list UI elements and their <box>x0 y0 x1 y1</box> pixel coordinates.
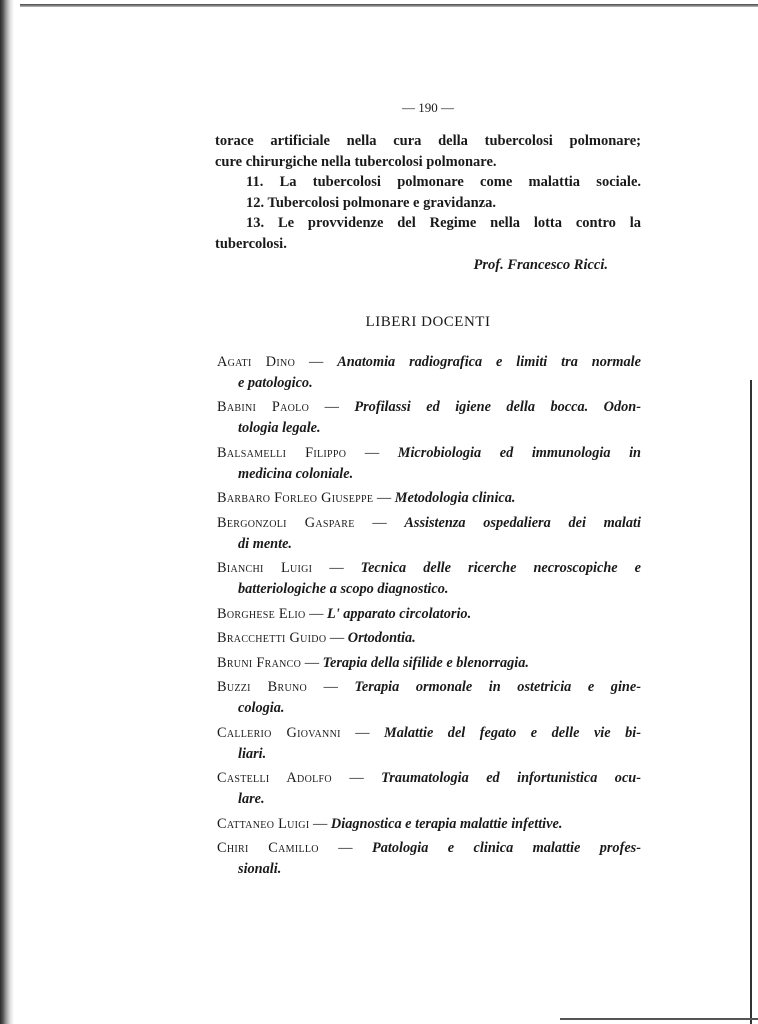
list-item <box>217 397 641 439</box>
list-item <box>217 628 641 649</box>
entry-description: Terapia ormonale in ostetricia e gine- <box>354 679 641 695</box>
entry-name: Babini Paolo <box>217 399 310 415</box>
entry-name: Callerio Giovanni <box>217 724 341 741</box>
scan-top-edge <box>20 4 758 7</box>
list-item <box>217 604 641 625</box>
scan-left-edge <box>0 0 14 1024</box>
entry-dash: — <box>364 444 380 461</box>
entry-first-line <box>217 628 641 649</box>
entry-description: L' apparato circolatorio. <box>326 605 472 622</box>
entry-first-line <box>217 352 641 373</box>
entry-description-continued: batteriologiche a scopo diagnostico. <box>238 581 449 597</box>
entry-description: Tecnica delle ricerche necroscopiche e <box>360 560 642 576</box>
entry-dash: — <box>329 630 345 646</box>
entry-description-continued: cologia. <box>238 700 285 716</box>
scan-bottom-edge <box>560 1018 758 1020</box>
list-item <box>217 443 641 485</box>
entry-dash: — <box>324 399 339 415</box>
text-line: 11. La tubercolosi polmonare come malattia sociale. <box>246 174 641 190</box>
text-line: torace artificiale nella cura della tubercolosi polmonare; <box>215 133 641 149</box>
entry-description-continued: di mente. <box>238 535 293 552</box>
entry-name: Agati Dino <box>217 353 296 370</box>
text-line: tubercolosi. <box>215 235 287 252</box>
entry-dash: — <box>349 770 364 786</box>
entry-first-line <box>217 397 641 418</box>
entry-dash: — <box>313 815 328 832</box>
section-title: LIBERI DOCENTI <box>365 313 491 330</box>
entry-name: Castelli Adolfo <box>217 770 332 786</box>
entry-first-line <box>217 488 641 509</box>
entry-name: Borghese Elio <box>217 605 306 622</box>
list-item <box>217 768 641 810</box>
entry-description: Microbiologia ed immunologia in <box>397 444 641 461</box>
entry-name: Balsamelli Filippo <box>217 444 347 461</box>
entry-first-line <box>217 814 641 835</box>
entry-first-line <box>217 443 641 464</box>
text-line: 13. Le provvidenze del Regime nella lotta contro la <box>246 215 641 231</box>
entry-name: Chiri Camillo <box>217 840 319 856</box>
entry-name: Barbaro Forleo Giuseppe <box>217 490 374 506</box>
entry-name: Bianchi Luigi <box>217 560 313 576</box>
entry-description: Patologia e clinica malattie profes- <box>371 840 642 856</box>
entry-dash: — <box>372 514 387 531</box>
intro-text <box>215 131 641 276</box>
entry-description: Profilassi ed igiene della bocca. Odon- <box>354 399 641 415</box>
entry-dash: — <box>309 605 324 622</box>
docenti-list <box>215 352 641 881</box>
entry-dash: — <box>323 679 338 695</box>
entry-dash: — <box>376 490 392 506</box>
list-item <box>217 558 641 600</box>
entry-name: Bergonzoli Gaspare <box>217 514 355 531</box>
list-item <box>217 677 641 719</box>
entry-description: Ortodontia. <box>347 630 416 646</box>
entry-description: Terapia della sifilide e blenorragia. <box>322 654 529 671</box>
entry-first-line <box>217 653 641 674</box>
entry-first-line <box>217 513 641 534</box>
entry-name: Bracchetti Guido <box>217 630 327 646</box>
signature: Prof. Francesco Ricci. <box>473 257 608 273</box>
entry-description-continued: tologia legale. <box>238 420 321 436</box>
text-line: 12. Tubercolosi polmonare e gravidanza. <box>246 194 497 211</box>
entry-dash: — <box>329 560 344 576</box>
entry-first-line <box>217 838 641 859</box>
entry-first-line <box>217 558 641 579</box>
entry-description-continued: e patologico. <box>238 374 313 391</box>
page-content <box>215 98 641 884</box>
entry-dash: — <box>304 654 319 671</box>
page-number: — 190 — <box>402 100 454 115</box>
entry-description-continued: lare. <box>238 791 265 807</box>
entry-description-continued: sionali. <box>238 861 282 877</box>
entry-description: Traumatologia ed infortunistica ocu- <box>381 770 642 786</box>
list-item <box>217 488 641 509</box>
entry-description: Malattie del fegato e delle vie bi- <box>384 724 641 741</box>
entry-name: Bruni Franco <box>217 654 302 671</box>
entry-dash: — <box>355 724 370 741</box>
entry-first-line <box>217 604 641 625</box>
entry-dash: — <box>338 840 353 856</box>
entry-name: Buzzi Bruno <box>217 679 308 695</box>
entry-first-line <box>217 768 641 789</box>
entry-first-line <box>217 677 641 698</box>
list-item <box>217 352 641 394</box>
entry-description: Diagnostica e terapia malattie infettive. <box>330 815 563 832</box>
list-item <box>217 653 641 674</box>
entry-description: Metodologia clinica. <box>394 490 516 506</box>
list-item <box>217 723 641 765</box>
list-item <box>217 513 641 555</box>
entry-description-continued: medicina coloniale. <box>238 465 354 482</box>
entry-description-continued: liari. <box>238 745 267 762</box>
list-item <box>217 814 641 835</box>
list-item <box>217 838 641 880</box>
entry-description: Assistenza ospedaliera dei malati <box>404 514 641 531</box>
entry-first-line <box>217 723 641 744</box>
entry-dash: — <box>309 353 324 370</box>
entry-description: Anatomia radiografica e limiti tra normale <box>337 353 642 370</box>
text-line: cure chirurgiche nella tubercolosi polmonare. <box>215 153 497 170</box>
scan-right-edge <box>750 380 752 1024</box>
entry-name: Cattaneo Luigi <box>217 815 310 832</box>
